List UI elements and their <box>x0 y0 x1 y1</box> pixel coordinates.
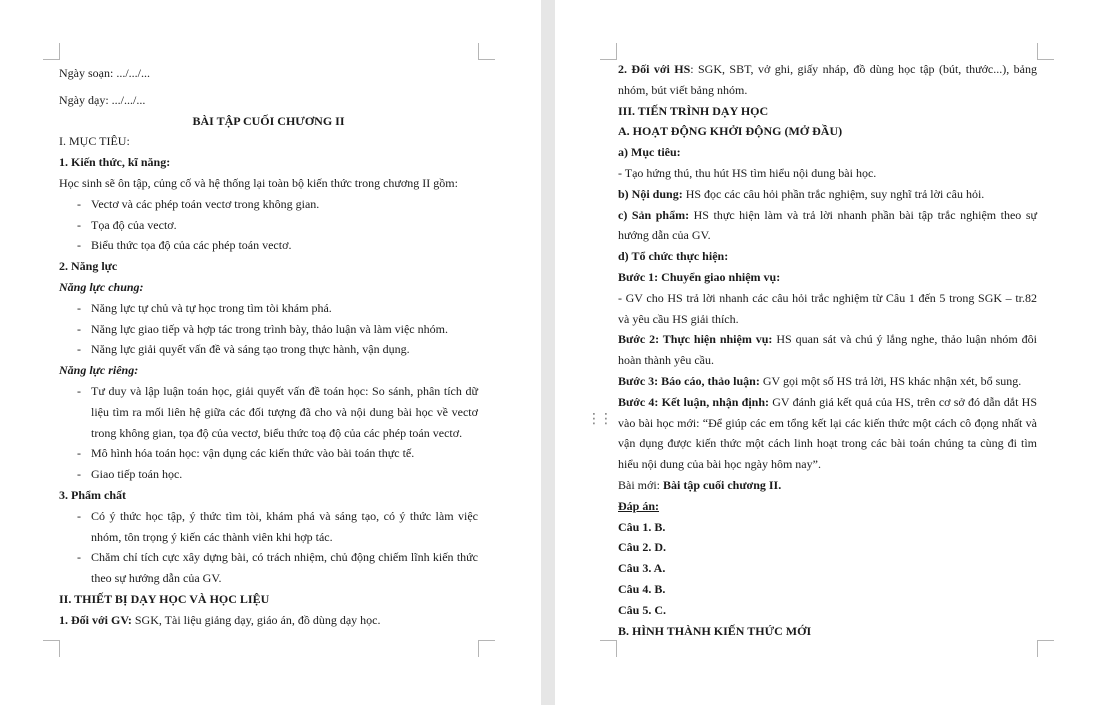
intro-text: Học sinh sẽ ôn tập, củng cố và hệ thống lại toàn bộ kiến thức trong chương II gồm: <box>59 175 458 190</box>
step-2-text: HS quan sát và chú ý lắng nghe, thảo luận nhóm đôi hoàn thành yêu cầu. <box>618 332 1038 368</box>
step-4-label: Bước 4: Kết luận, nhận định: <box>618 394 770 409</box>
quality-item: - Chăm chỉ tích cực xây dựng bài, có trách nhiệm, chủ động chiếm lĩnh kiến thức theo sự hướng dẫn của GV. <box>59 547 478 589</box>
hs-text: : SGK, SBT, vở ghi, giấy nháp, đồ dùng học tập (bút, thước...), bảng nhóm, bút viết bảng nhóm. <box>618 62 1037 97</box>
objective-text: - Tạo hứng thú, thu hút HS tìm hiểu nội dung bài học. <box>618 165 877 180</box>
step-3-text: GV gọi một số HS trả lời, HS khác nhận xét, bổ sung. <box>759 373 1022 388</box>
section-a-heading: A. HOẠT ĐỘNG KHỞI ĐỘNG (MỞ ĐẦU) <box>618 124 843 139</box>
hs-equipment <box>618 59 1037 101</box>
specific-competence-item: - Giao tiếp toán học. <box>59 464 478 485</box>
gv-label: 1. Đối với GV: <box>59 612 132 627</box>
answer-item: Câu 2. D. <box>618 540 667 555</box>
answer-item: Câu 1. B. <box>618 519 666 534</box>
answer-item: Câu 4. B. <box>618 581 666 596</box>
step-4-paragraph <box>618 392 1037 475</box>
step-3-label: Bước 3: Báo cáo, thảo luận: <box>618 373 760 388</box>
crop-mark-top-left <box>43 43 60 60</box>
step-2-paragraph <box>618 329 1037 371</box>
step-2-label: Bước 2: Thực hiện nhiệm vụ: <box>618 332 773 347</box>
gv-equipment <box>59 610 478 631</box>
ngay-day: Ngày dạy: .../.../... <box>59 92 146 107</box>
step-3-paragraph <box>618 371 1037 392</box>
section-1-heading: I. MỤC TIÊU: <box>59 134 130 149</box>
content-text: HS đọc các câu hỏi phần trắc nghiệm, suy nghĩ trả lời câu hỏi. <box>682 186 985 201</box>
specific-competence-item: - Mô hình hóa toán học: vận dụng các kiến thức vào bài toán thực tế. <box>59 443 478 464</box>
general-competence-item: - Năng lực giao tiếp và hợp tác trong trình bày, thảo luận và làm việc nhóm. <box>59 319 478 340</box>
knowledge-item: - Biểu thức tọa độ của các phép toán vectơ. <box>59 235 478 256</box>
section-2-heading: II. THIẾT BỊ DẠY HỌC VÀ HỌC LIỆU <box>59 591 270 606</box>
section-b-heading: B. HÌNH THÀNH KIẾN THỨC MỚI <box>618 623 812 638</box>
gv-text: SGK, Tài liệu giảng dạy, giáo án, đồ dùng dạy học. <box>131 612 381 627</box>
general-competence-label: Năng lực chung: <box>59 279 144 294</box>
specific-competence-label: Năng lực riêng: <box>59 363 139 378</box>
page-left <box>0 0 541 705</box>
crop-mark-bottom-left <box>600 640 617 657</box>
new-lesson-label: Bài mới: <box>618 477 664 492</box>
content-label: b) Nội dung: <box>618 186 683 201</box>
product-text: HS thực hiện làm và trả lời nhanh phần bài tập trắc nghiệm theo sự hướng dẫn của GV. <box>618 207 1037 243</box>
content-paragraph <box>618 184 1037 205</box>
crop-mark-top-right <box>1037 43 1054 60</box>
answer-item: Câu 3. A. <box>618 561 666 576</box>
crop-mark-bottom-left <box>43 640 60 657</box>
subsection-2-heading: 2. Năng lực <box>59 259 118 274</box>
step-4-text: GV đánh giá kết quả của HS, trên cơ sở đó dẫn dắt HS vào bài học mới: “Để giúp các em tổng kết lại các kiến thức một cách cô đọng nhất và vận dụng được kiến thức một cách linh hoạt trong các bài toán chúng ta cùng đi tìm hiểu nội dung của bài học ngày hôm nay”. <box>618 394 1037 472</box>
specific-competence-item: - Tư duy và lập luận toán học, giải quyết vấn đề toán học: So sánh, phân tích dữ liệu tìm ra mối liên hệ giữa các đối tượng đã cho và nội dung bài học về vectơ trong không gian, tọa độ của vectơ, biểu thức toạ độ của các phép toán vectơ. <box>59 381 478 443</box>
crop-mark-bottom-right <box>1037 640 1054 657</box>
crop-mark-bottom-right <box>478 640 495 657</box>
product-label: c) Sản phẩm: <box>618 207 690 222</box>
knowledge-item: - Tọa độ của vectơ. <box>59 215 478 236</box>
crop-mark-top-left <box>600 43 617 60</box>
page-right <box>555 0 1093 705</box>
page-right-body[interactable] <box>618 59 1037 641</box>
objective-label: a) Mục tiêu: <box>618 145 681 160</box>
step-1-label: Bước 1: Chuyển giao nhiệm vụ: <box>618 269 781 284</box>
subsection-1-heading: 1. Kiến thức, kĩ năng: <box>59 155 171 170</box>
new-lesson-title: Bài tập cuối chương II. <box>663 477 782 492</box>
general-competence-item: - Năng lực tự chủ và tự học trong tìm tòi khám phá. <box>59 298 478 319</box>
answers-label: Đáp án: <box>618 498 660 513</box>
organization-label: d) Tổ chức thực hiện: <box>618 249 729 264</box>
answer-item: Câu 5. C. <box>618 602 667 617</box>
hs-label: 2. Đối với HS <box>618 62 691 76</box>
product-paragraph <box>618 205 1037 247</box>
section-3-heading: III. TIẾN TRÌNH DẠY HỌC <box>618 103 769 118</box>
quality-item: - Có ý thức học tập, ý thức tìm tòi, khám phá và sáng tạo, có ý thức làm việc nhóm, tôn trọng ý kiến các thành viên khi hợp tác. <box>59 506 478 548</box>
new-lesson <box>618 475 1037 496</box>
document-title: BÀI TẬP CUỐI CHƯƠNG II <box>192 113 345 128</box>
ngay-soan: Ngày soạn: .../.../... <box>59 66 150 80</box>
general-competence-item: - Năng lực giải quyết vấn đề và sáng tạo trong thực hành, vận dụng. <box>59 339 478 360</box>
drag-handle-icon[interactable]: ⋮⋮ <box>587 411 611 427</box>
subsection-3-heading: 3. Phẩm chất <box>59 487 126 502</box>
step-1-text: - GV cho HS trả lời nhanh các câu hỏi trắc nghiệm từ Câu 1 đến 5 trong SGK – tr.82 và yêu cầu HS giải thích. <box>618 290 1037 326</box>
crop-mark-top-right <box>478 43 495 60</box>
page-left-body[interactable] <box>59 63 478 631</box>
knowledge-item: - Vectơ và các phép toán vectơ trong không gian. <box>59 194 478 215</box>
